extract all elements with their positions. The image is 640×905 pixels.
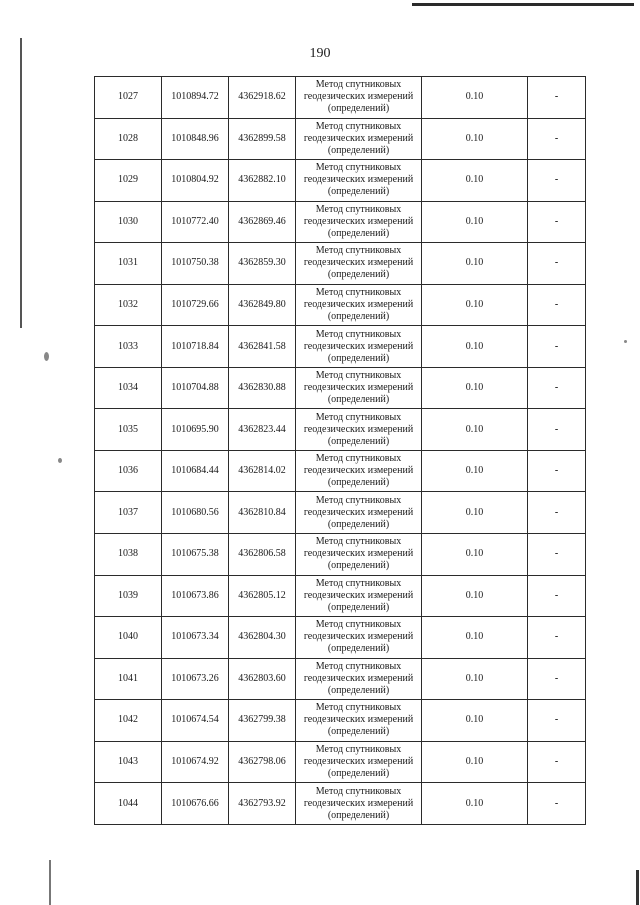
y-coordinate-cell: 4362806.58 [229, 534, 296, 576]
accuracy-cell: 0.10 [422, 783, 528, 825]
point-number-cell: 1038 [95, 534, 162, 576]
y-coordinate-cell: 4362810.84 [229, 492, 296, 534]
method-line: (определений) [327, 311, 390, 322]
method-line: Метод спутниковых [315, 328, 402, 340]
method-line: Метод спутниковых [315, 120, 402, 132]
page-number: 190 [309, 46, 331, 61]
method-line: геодезических измерений [303, 631, 414, 643]
method-line: геодезических измерений [303, 257, 414, 269]
method-line: (определений) [327, 352, 390, 364]
method-line: геодезических измерений [303, 299, 414, 310]
accuracy-cell: 0.10 [422, 326, 528, 368]
method-cell [296, 367, 422, 409]
note-cell: - [528, 741, 586, 783]
table-row [95, 658, 586, 700]
accuracy-cell: 0.10 [422, 367, 528, 409]
y-coordinate-cell: 4362899.58 [229, 118, 296, 160]
x-coordinate-cell: 1010804.92 [162, 160, 229, 202]
accuracy-cell: 0.10 [422, 658, 528, 700]
method-line: геодезических измерений [303, 340, 414, 352]
method-line: геодезических измерений [303, 589, 414, 601]
note-cell: - [528, 409, 586, 451]
method-cell [296, 534, 422, 576]
method-line: (определений) [327, 726, 390, 738]
point-number-cell: 1032 [95, 284, 162, 326]
method-line: Метод спутниковых [315, 203, 402, 215]
x-coordinate-cell: 1010674.54 [162, 700, 229, 742]
method-line: геодезических измерений [303, 548, 414, 560]
point-number-cell: 1036 [95, 450, 162, 492]
point-number-cell: 1030 [95, 201, 162, 243]
note-cell: - [528, 700, 586, 742]
point-number-cell: 1043 [95, 741, 162, 783]
note-cell: - [528, 492, 586, 534]
method-line: геодезических измерений [303, 797, 414, 809]
scan-artifact-top-line [412, 3, 634, 6]
table-row [95, 326, 586, 368]
x-coordinate-cell: 1010676.66 [162, 783, 229, 825]
accuracy-cell: 0.10 [422, 534, 528, 576]
method-line: Метод спутниковых [315, 577, 402, 589]
method-line: (определений) [327, 144, 390, 156]
x-coordinate-cell: 1010675.38 [162, 534, 229, 576]
x-coordinate-cell: 1010848.96 [162, 118, 229, 160]
scan-speck [44, 352, 49, 361]
method-line: геодезических измерений [303, 91, 414, 103]
method-line: Метод спутниковых [315, 370, 402, 382]
table-row [95, 783, 586, 825]
method-line: геодезических измерений [303, 215, 414, 227]
accuracy-cell: 0.10 [422, 492, 528, 534]
y-coordinate-cell: 4362799.38 [229, 700, 296, 742]
table-row [95, 367, 586, 409]
point-number-cell: 1042 [95, 700, 162, 742]
table-row [95, 160, 586, 202]
method-line: (определений) [327, 768, 390, 780]
point-number-cell: 1028 [95, 118, 162, 160]
point-number-cell: 1027 [95, 77, 162, 119]
y-coordinate-cell: 4362849.80 [229, 284, 296, 326]
accuracy-cell: 0.10 [422, 201, 528, 243]
accuracy-cell: 0.10 [422, 617, 528, 659]
method-line: (определений) [327, 435, 390, 447]
table-row [95, 118, 586, 160]
method-cell [296, 118, 422, 160]
method-cell [296, 77, 422, 119]
accuracy-cell: 0.10 [422, 450, 528, 492]
note-cell: - [528, 575, 586, 617]
note-cell: - [528, 201, 586, 243]
point-number-cell: 1037 [95, 492, 162, 534]
method-cell [296, 658, 422, 700]
table-row [95, 617, 586, 659]
x-coordinate-cell: 1010695.90 [162, 409, 229, 451]
note-cell: - [528, 783, 586, 825]
table-row [95, 77, 586, 119]
table-row [95, 492, 586, 534]
method-line: геодезических измерений [303, 506, 414, 518]
note-cell: - [528, 450, 586, 492]
point-number-cell: 1033 [95, 326, 162, 368]
method-cell [296, 160, 422, 202]
scan-speck [58, 458, 62, 463]
x-coordinate-cell: 1010772.40 [162, 201, 229, 243]
accuracy-cell: 0.10 [422, 118, 528, 160]
x-coordinate-cell: 1010894.72 [162, 77, 229, 119]
point-number-cell: 1034 [95, 367, 162, 409]
note-cell: - [528, 326, 586, 368]
coordinates-table [94, 76, 586, 825]
note-cell: - [528, 534, 586, 576]
method-line: (определений) [327, 186, 390, 198]
method-line: (определений) [327, 394, 390, 406]
x-coordinate-cell: 1010704.88 [162, 367, 229, 409]
y-coordinate-cell: 4362869.46 [229, 201, 296, 243]
method-cell [296, 201, 422, 243]
method-cell [296, 575, 422, 617]
x-coordinate-cell: 1010718.84 [162, 326, 229, 368]
note-cell: - [528, 118, 586, 160]
method-line: Метод спутниковых [315, 702, 402, 714]
accuracy-cell: 0.10 [422, 700, 528, 742]
method-line: геодезических измерений [303, 423, 414, 435]
method-line: Метод спутниковых [315, 245, 402, 257]
note-cell: - [528, 617, 586, 659]
table-row [95, 575, 586, 617]
method-line: Метод спутниковых [315, 453, 402, 465]
table-row [95, 534, 586, 576]
y-coordinate-cell: 4362882.10 [229, 160, 296, 202]
method-line: Метод спутниковых [315, 162, 402, 174]
y-coordinate-cell: 4362823.44 [229, 409, 296, 451]
method-cell [296, 741, 422, 783]
note-cell: - [528, 367, 586, 409]
table-row [95, 201, 586, 243]
y-coordinate-cell: 4362830.88 [229, 367, 296, 409]
method-line: геодезических измерений [303, 382, 414, 394]
accuracy-cell: 0.10 [422, 243, 528, 285]
point-number-cell: 1029 [95, 160, 162, 202]
x-coordinate-cell: 1010729.66 [162, 284, 229, 326]
scan-artifact-right-edge [636, 870, 639, 905]
method-line: Метод спутниковых [315, 79, 402, 91]
method-line: (определений) [327, 269, 390, 281]
y-coordinate-cell: 4362804.30 [229, 617, 296, 659]
method-line: Метод спутниковых [315, 536, 402, 548]
y-coordinate-cell: 4362814.02 [229, 450, 296, 492]
method-line: (определений) [327, 560, 390, 572]
x-coordinate-cell: 1010674.92 [162, 741, 229, 783]
point-number-cell: 1041 [95, 658, 162, 700]
method-cell [296, 243, 422, 285]
x-coordinate-cell: 1010684.44 [162, 450, 229, 492]
method-line: геодезических измерений [303, 174, 414, 186]
method-line: геодезических измерений [303, 465, 414, 477]
table-row [95, 243, 586, 285]
method-cell [296, 617, 422, 659]
point-number-cell: 1035 [95, 409, 162, 451]
method-cell [296, 700, 422, 742]
point-number-cell: 1031 [95, 243, 162, 285]
method-line: геодезических измерений [303, 714, 414, 726]
scan-artifact-left-edge [20, 38, 22, 328]
method-line: (определений) [327, 643, 390, 655]
method-line: геодезических измерений [303, 132, 414, 144]
table-row [95, 700, 586, 742]
method-line: Метод спутниковых [315, 411, 402, 423]
method-cell [296, 450, 422, 492]
method-cell [296, 284, 422, 326]
x-coordinate-cell: 1010673.34 [162, 617, 229, 659]
point-number-cell: 1040 [95, 617, 162, 659]
method-line: (определений) [327, 103, 390, 115]
accuracy-cell: 0.10 [422, 575, 528, 617]
y-coordinate-cell: 4362798.06 [229, 741, 296, 783]
method-cell [296, 409, 422, 451]
method-line: Метод спутниковых [315, 619, 402, 631]
x-coordinate-cell: 1010673.26 [162, 658, 229, 700]
scan-artifact-left-edge-bottom [49, 860, 51, 905]
method-line: Метод спутниковых [315, 660, 402, 672]
method-line: геодезических измерений [303, 756, 414, 768]
y-coordinate-cell: 4362793.92 [229, 783, 296, 825]
method-line: (определений) [327, 809, 390, 821]
accuracy-cell: 0.10 [422, 284, 528, 326]
accuracy-cell: 0.10 [422, 741, 528, 783]
method-line: (определений) [327, 601, 390, 613]
x-coordinate-cell: 1010680.56 [162, 492, 229, 534]
scan-speck [624, 340, 627, 343]
y-coordinate-cell: 4362859.30 [229, 243, 296, 285]
table-row [95, 284, 586, 326]
method-line: (определений) [327, 518, 390, 530]
accuracy-cell: 0.10 [422, 409, 528, 451]
table-row [95, 741, 586, 783]
x-coordinate-cell: 1010750.38 [162, 243, 229, 285]
method-line: Метод спутниковых [315, 494, 402, 506]
x-coordinate-cell: 1010673.86 [162, 575, 229, 617]
method-line: (определений) [327, 477, 390, 489]
table-row [95, 409, 586, 451]
note-cell: - [528, 284, 586, 326]
method-cell [296, 492, 422, 534]
point-number-cell: 1039 [95, 575, 162, 617]
method-line: Метод спутниковых [315, 287, 402, 298]
method-line: Метод спутниковых [315, 744, 402, 756]
table-body [95, 77, 586, 825]
method-cell [296, 783, 422, 825]
method-cell [296, 326, 422, 368]
method-line: (определений) [327, 684, 390, 696]
y-coordinate-cell: 4362841.58 [229, 326, 296, 368]
method-line: Метод спутниковых [315, 785, 402, 797]
y-coordinate-cell: 4362803.60 [229, 658, 296, 700]
method-line: геодезических измерений [303, 672, 414, 684]
note-cell: - [528, 160, 586, 202]
y-coordinate-cell: 4362918.62 [229, 77, 296, 119]
y-coordinate-cell: 4362805.12 [229, 575, 296, 617]
point-number-cell: 1044 [95, 783, 162, 825]
note-cell: - [528, 243, 586, 285]
note-cell: - [528, 77, 586, 119]
method-line: (определений) [327, 227, 390, 239]
table-row [95, 450, 586, 492]
accuracy-cell: 0.10 [422, 77, 528, 119]
note-cell: - [528, 658, 586, 700]
accuracy-cell: 0.10 [422, 160, 528, 202]
